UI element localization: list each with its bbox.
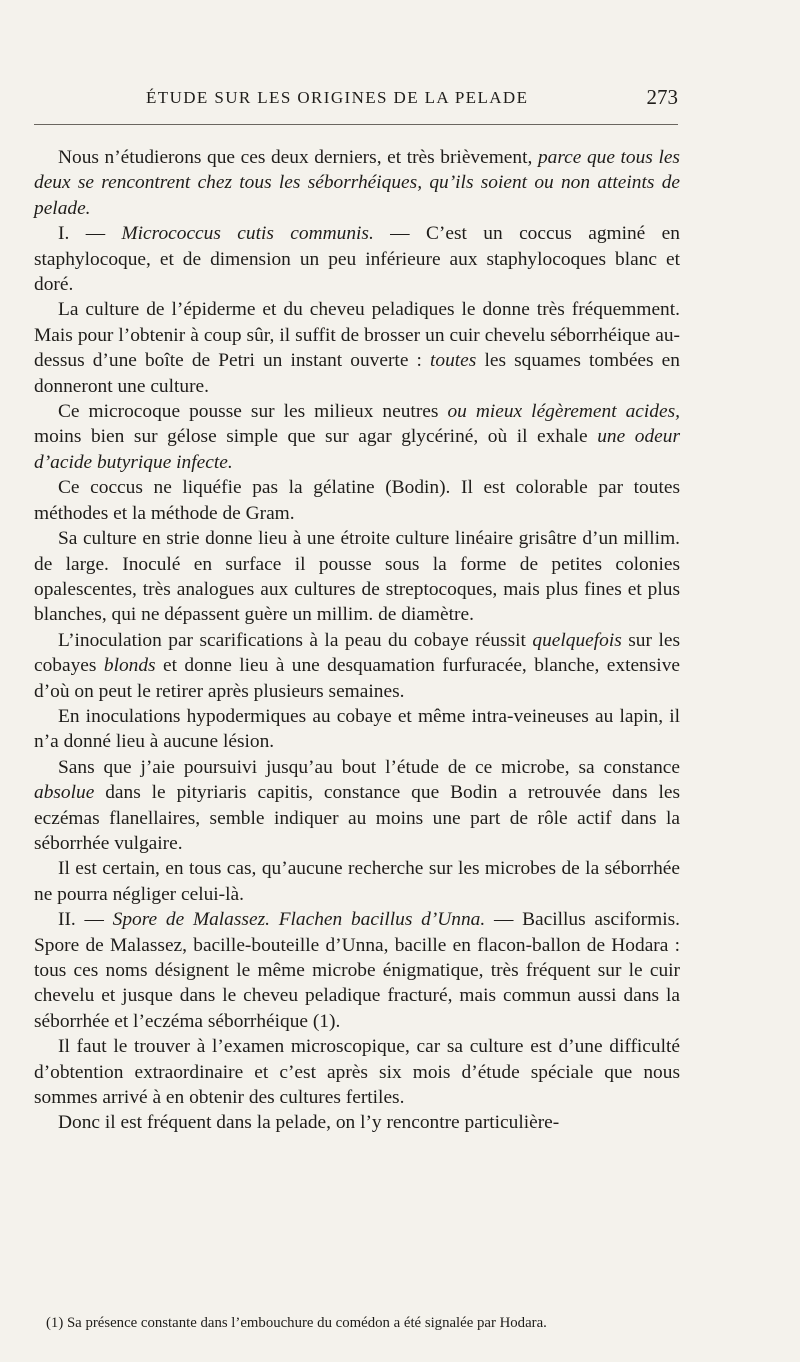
text-run: les squames tombées en donneront une culture.	[34, 350, 680, 397]
text-run: Il faut le trouver à l’examen microscopique, car sa culture est d’une difficulté d’obtention extraordinaire et c’est après six mois d’étude spéciale que nous sommes arrivé à en obtenir des cultures fertiles.	[34, 1036, 680, 1109]
text-run: I. —	[58, 223, 122, 245]
paragraph	[34, 704, 680, 755]
paragraph	[34, 145, 680, 221]
italic-run: toutes	[430, 350, 477, 372]
paragraph	[34, 1110, 680, 1135]
text-run: Nous n’étudierons que ces deux derniers, et très brièvement,	[58, 147, 538, 168]
paragraph	[34, 221, 680, 297]
paragraph	[34, 755, 680, 857]
italic-run: absolue	[34, 782, 95, 804]
italic-run: ou mieux légèrement acides,	[447, 401, 680, 423]
header-rule	[34, 124, 678, 125]
paragraph	[34, 297, 680, 399]
running-header	[34, 86, 678, 114]
italic-run: blonds	[103, 655, 156, 677]
paragraph	[34, 628, 680, 704]
paragraph	[34, 526, 680, 628]
footnote: (1) Sa présence constante dans l’embouchure du comédon a été signalée par Hodara.	[46, 1315, 547, 1331]
paragraph	[34, 856, 680, 907]
paragraph	[34, 399, 680, 475]
text-run: Ce microcoque pousse sur les milieux neutres	[58, 401, 448, 423]
text-run: Sans que j’aie poursuivi jusqu’au bout l’étude de ce microbe, sa constance	[58, 756, 680, 778]
text-run: sur les cobayes	[34, 629, 680, 677]
body-text	[34, 145, 680, 1136]
paragraph	[34, 1034, 680, 1110]
italic-run: parce que tous les deux se rencontrent chez tous les séborrhéiques, qu’ils soient ou non atteints de pelade.	[34, 147, 680, 219]
paragraph	[34, 907, 680, 1034]
text-run: — C’est un coccus agminé en staphylocoque, et de dimension un peu inférieure aux staphylocoques blanc et doré.	[34, 223, 680, 296]
page-number: 273	[646, 85, 678, 109]
italic-run: Spore de Malassez. Flachen bacillus d’Unna.	[112, 909, 486, 931]
text-run: dans le pityriaris capitis, constance que Bodin a retrouvée dans les eczémas flanellaires, semble indiquer au moins une part de rôle actif dans la séborrhée vulgaire.	[34, 782, 680, 854]
italic-run: quelquefois	[532, 629, 622, 651]
text-run: II. —	[58, 909, 113, 931]
text-run: Sa culture en strie donne lieu à une étroite culture linéaire grisâtre d’un millim. de large. Inoculé en surface il pousse sous la forme de petites colonies opalescentes, très analogues aux cultures de streptocoques, mais plus fines et plus blanches, qui ne dépassent guère un millim. de diamètre.	[34, 528, 680, 626]
text-run: — Bacillus asciformis. Spore de Malassez, bacille-bouteille d’Unna, bacille en flacon-ballon de Hodara : tous ces noms désignent le même microbe énigmatique, très fréquent sur le cuir chevelu et jusque dans le cheveu peladique fracturé, mais commun aussi dans la séborrhée et l’eczéma séborrhéique (1).	[34, 909, 680, 1032]
text-run: Donc il est fréquent dans la pelade, on l’y rencontre particulière-	[58, 1112, 560, 1134]
text-run: La culture de l’épiderme et du cheveu peladiques le donne très fréquemment. Mais pour l’obtenir à coup sûr, il suffit de brosser un cuir chevelu séborrhéique au-dessus d’une boîte de Petri un instant ouverte :	[34, 299, 680, 372]
text-run: Il est certain, en tous cas, qu’aucune recherche sur les microbes de la séborrhée ne pourra négliger celui-là.	[34, 858, 680, 905]
running-title: ÉTUDE SUR LES ORIGINES DE LA PELADE	[146, 88, 529, 107]
text-run: moins bien sur gélose simple que sur agar glycériné, où il exhale	[34, 426, 598, 448]
italic-run: Micrococcus cutis communis.	[121, 223, 374, 245]
text-run: En inoculations hypodermiques au cobaye et même intra-veineuses au lapin, il n’a donné lieu à aucune lésion.	[34, 705, 680, 753]
text-run: et donne lieu à une desquamation furfuracée, blanche, extensive d’où on peut le retirer après plusieurs semaines.	[34, 655, 680, 702]
paragraph	[34, 475, 680, 526]
text-run: Ce coccus ne liquéfie pas la gélatine (Bodin). Il est colorable par toutes méthodes et la méthode de Gram.	[34, 477, 680, 524]
italic-run: une odeur d’acide butyrique infecte.	[34, 426, 680, 473]
text-run: L’inoculation par scarifications à la peau du cobaye réussit	[58, 629, 533, 651]
